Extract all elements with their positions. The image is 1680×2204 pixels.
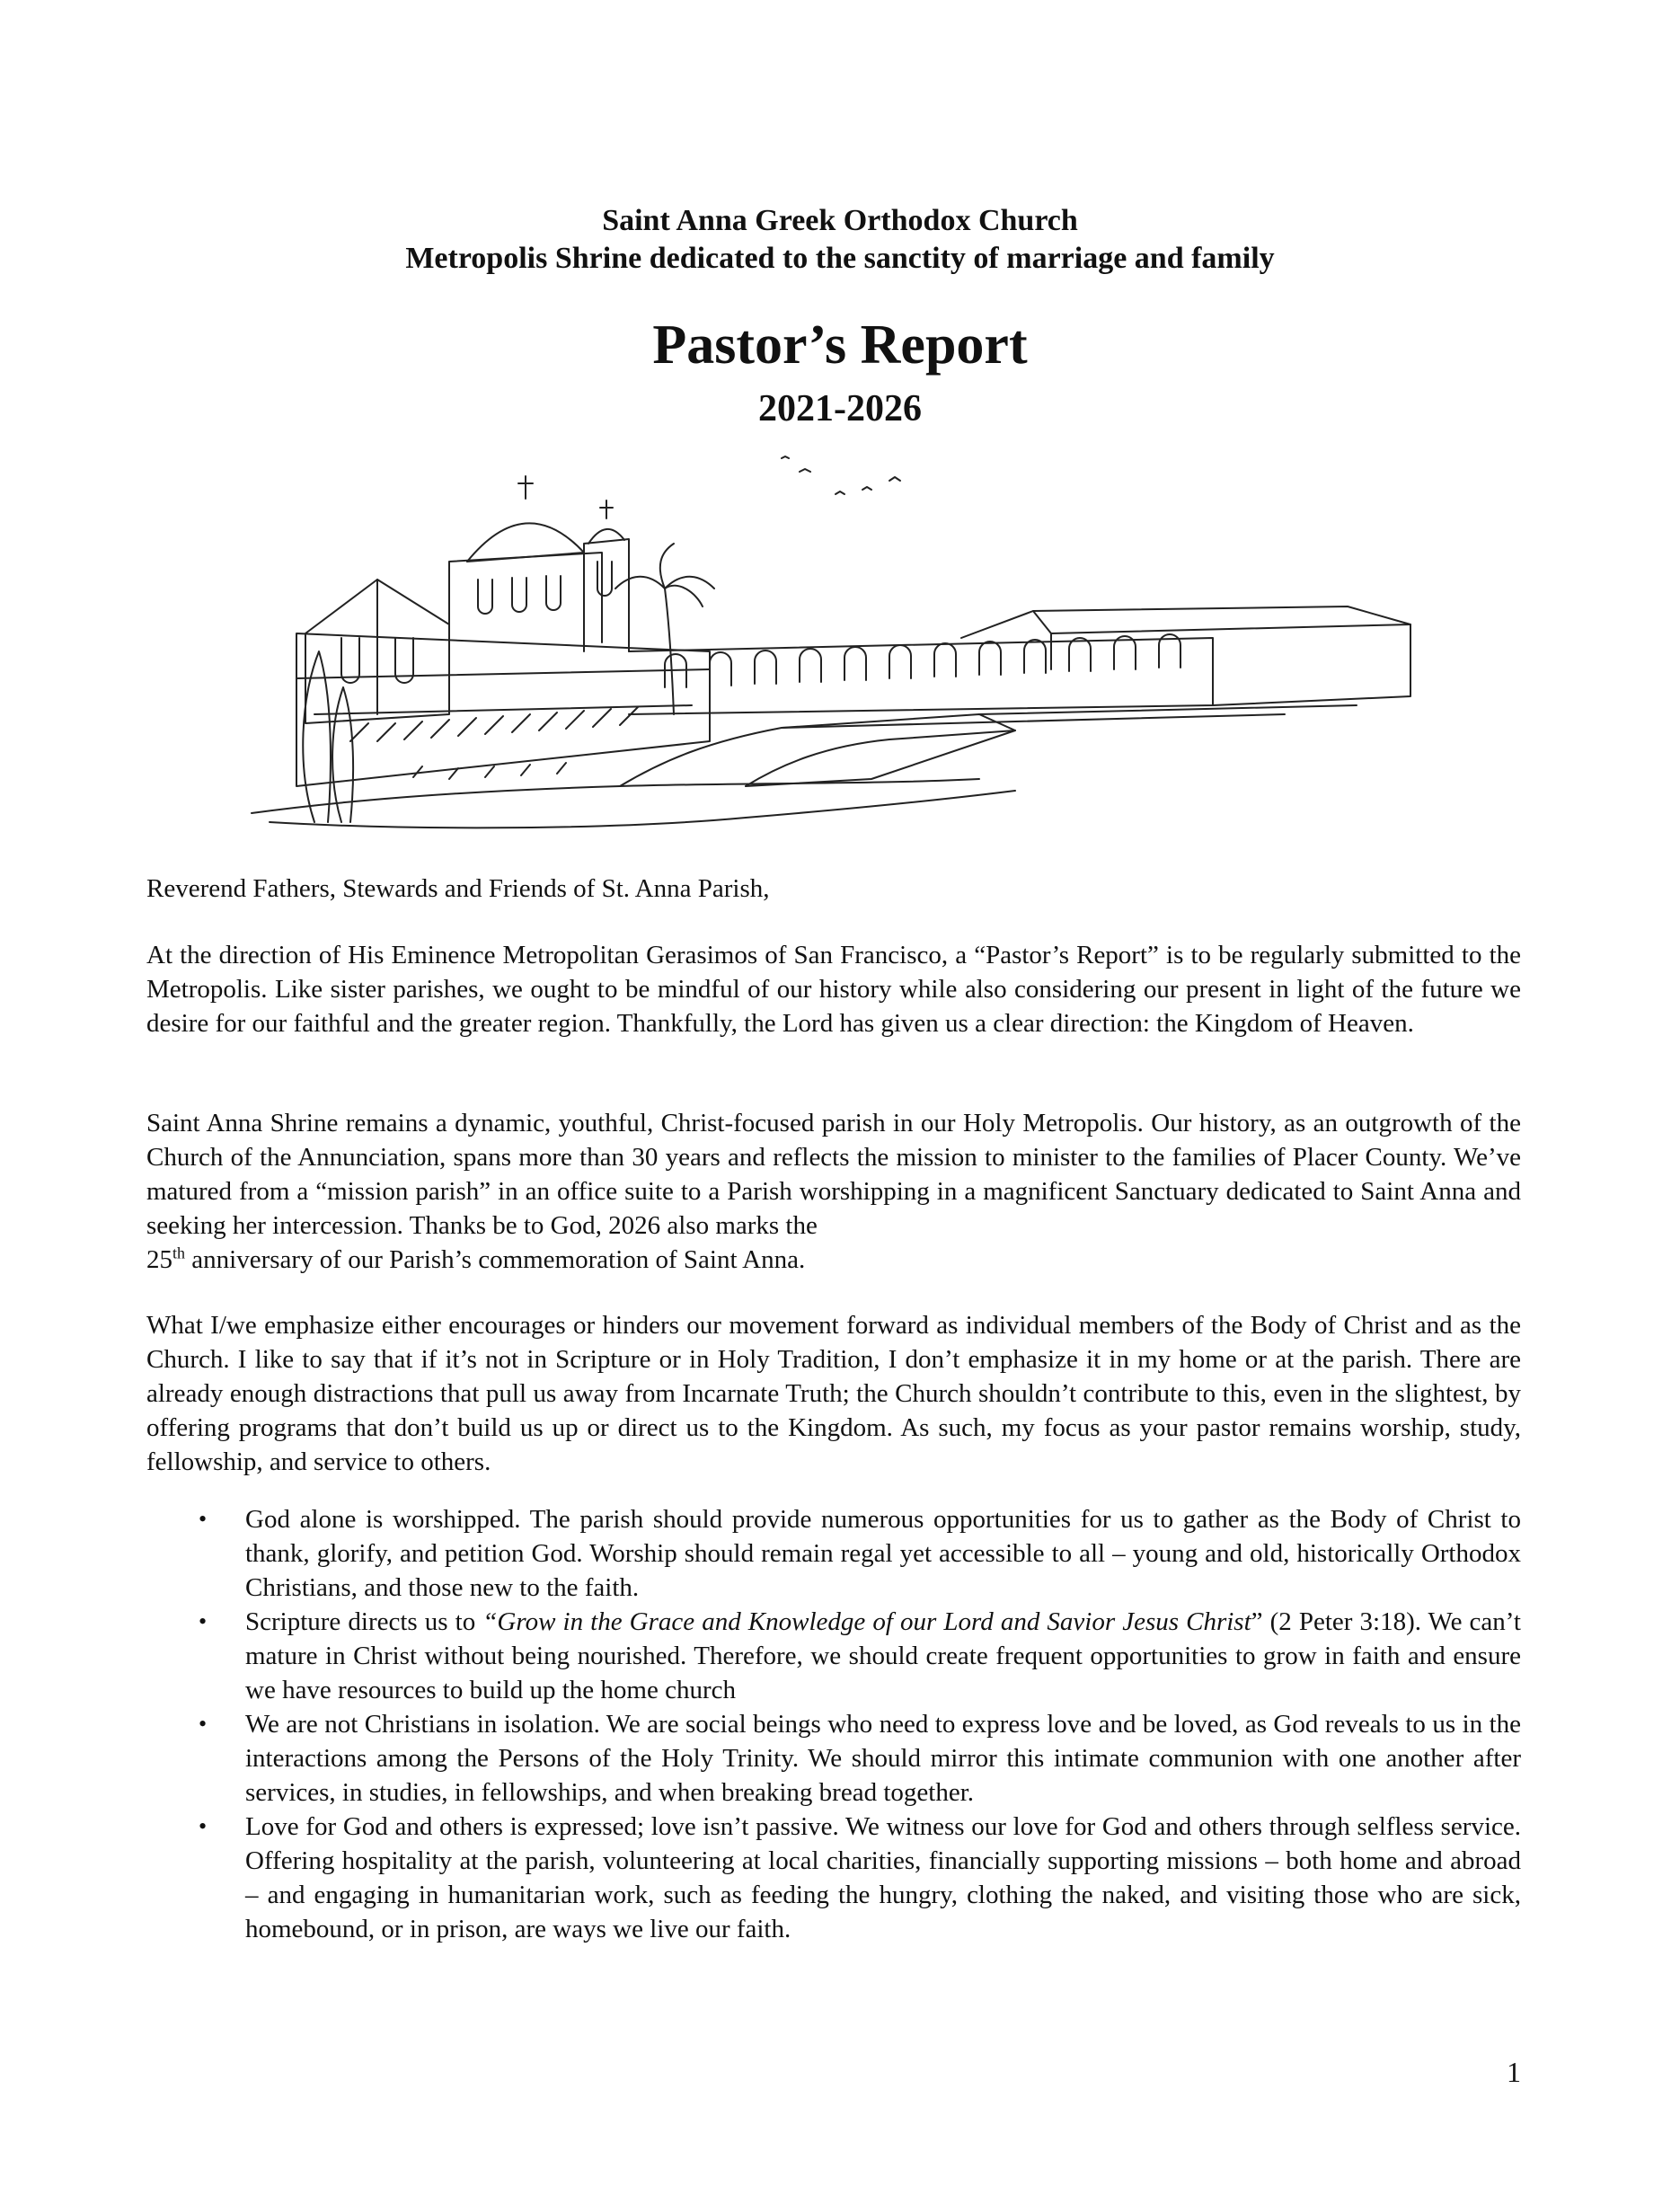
bullet-icon: • bbox=[199, 1506, 208, 1532]
bullet-icon: • bbox=[199, 1608, 208, 1634]
letter-salutation: Reverend Fathers, Stewards and Friends of St. Anna Parish, bbox=[146, 874, 770, 903]
report-years: 2021-2026 bbox=[758, 388, 922, 429]
church-subtitle: Metropolis Shrine dedicated to the sanctity of marriage and family bbox=[405, 242, 1275, 275]
letter-paragraph: At the direction of His Eminence Metropolitan Gerasimos of San Francisco, a “Pastor’s Report” is to be regularly submitted to the Metropolis. Like sister parishes, we ought to be mindful of our history while also considering our present in light of the future we desire for our faithful and the greater region. Thankfully, the Lord has given us a clear direction: the Kingdom of Heaven. bbox=[146, 941, 1521, 1038]
list-item bbox=[146, 1605, 1521, 1707]
list-item bbox=[146, 1810, 1521, 1946]
focus-list bbox=[146, 1502, 1521, 1946]
list-item-text: Scripture directs us to bbox=[245, 1607, 483, 1636]
scripture-quote: “Grow in the Grace and Knowledge of our Lord and Savior Jesus Christ bbox=[482, 1607, 1251, 1636]
paragraph-text: Saint Anna Shrine remains a dynamic, youthful, Christ-focused parish in our Holy Metropolis. Our history, as an outgrowth of the Church of the Annunciation, spans more than 30 years and reflects the mission to minister to the families of Placer County. We’ve matured from a “mission parish” in an office suite to a Parish worshipping in a magnificent Sanctuary dedicated to Saint Anna and seeking her intercession. Thanks be to God, 2026 also marks the bbox=[146, 1109, 1521, 1240]
list-item-text: We are not Christians in isolation. We are social beings who need to express love and be loved, as God reveals to us in the interactions among the Persons of the Holy Trinity. We should mirror this intimate communion with one another after services, in studies, in fellowships, and when breaking bread together. bbox=[245, 1710, 1521, 1807]
list-item-text: Love for God and others is expressed; love isn’t passive. We witness our love for God and others through selfless service. Offering hospitality at the parish, volunteering at local charities, financially supporting missions – both home and abroad – and engaging in humanitarian work, such as feeding the hungry, clothing the naked, and visiting those who are sick, homebound, or in prison, are ways we live our faith. bbox=[245, 1812, 1521, 1943]
church-name: Saint Anna Greek Orthodox Church bbox=[602, 204, 1078, 237]
bullet-icon: • bbox=[199, 1711, 208, 1737]
list-item-text: God alone is worshipped. The parish should provide numerous opportunities for us to gather as the Body of Christ to thank, glorify, and petition God. Worship should remain regal yet accessible to all – young and old, historically Orthodox Christians, and those new to the faith. bbox=[245, 1505, 1521, 1602]
church-sketch-illustration bbox=[243, 445, 1428, 849]
bullet-icon: • bbox=[199, 1813, 208, 1839]
anniversary-number: 25 bbox=[146, 1245, 172, 1274]
report-title: Pastor’s Report bbox=[652, 314, 1028, 376]
letter-paragraph: What I/we emphasize either encourages or hinders our movement forward as individual members of the Body of Christ and as the Church. I like to say that if it’s not in Scripture or in Holy Tradition, I don’t emphasize it in my home or at the parish. There are already enough distractions that pull us away from Incarnate Truth; the Church shouldn’t contribute to this, even in the slightest, by offering programs that don’t build us up or direct us to the Kingdom. As such, my focus as your pastor remains worship, study, fellowship, and service to others. bbox=[146, 1311, 1521, 1476]
list-item-text: ” (2 Peter 3:18). We can’t mature in Christ without being nourished. Therefore, we should create frequent opportunities to grow in faith and ensure we have resources to build up the home church bbox=[245, 1607, 1521, 1704]
list-item bbox=[146, 1707, 1521, 1810]
paragraph-text: anniversary of our Parish’s commemoration of Saint Anna. bbox=[185, 1245, 806, 1274]
ordinal-suffix: th bbox=[172, 1244, 186, 1262]
list-item bbox=[146, 1502, 1521, 1605]
page-number: 1 bbox=[1507, 2056, 1521, 2088]
letter-paragraph bbox=[146, 1106, 1521, 1277]
